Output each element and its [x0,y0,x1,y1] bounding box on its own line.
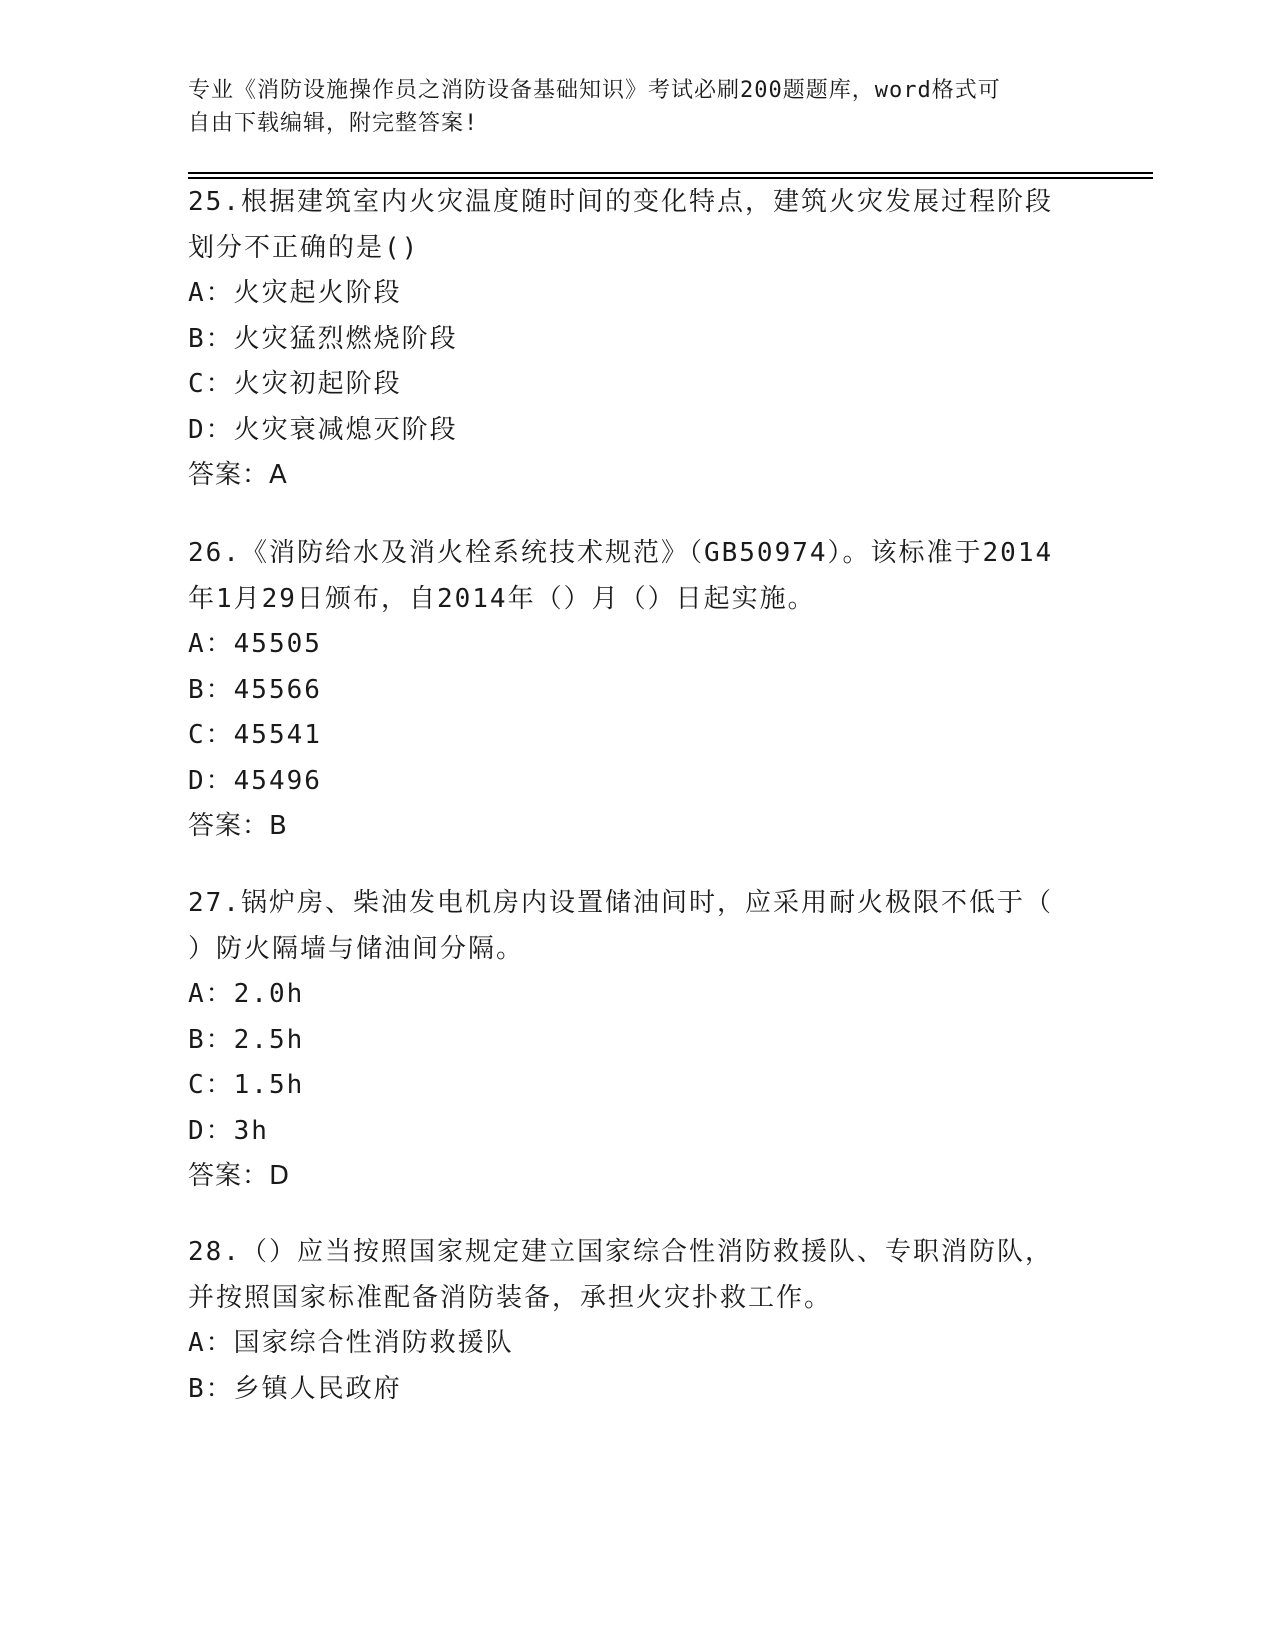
option-c: C：45541 [188,720,322,750]
option-b: B：45566 [188,674,322,705]
document-header [188,74,1058,140]
question-26 [188,531,1068,850]
question-stem-line-2: 年1月29日颁布，自2014年（）月（）日起实施。 [188,583,816,614]
option-b: B：乡镇人民政府 [188,1373,402,1404]
question-27 [188,881,1068,1200]
option-b: B：火灾猛烈燃烧阶段 [188,323,458,354]
header-rule-bottom [188,177,1153,179]
option-c: C：火灾初起阶段 [188,369,402,399]
header-line-2: 自由下载编辑，附完整答案! [188,111,479,136]
option-d: D：45496 [188,765,322,796]
question-stem-line-1: 27.锅炉房、柴油发电机房内设置储油间时，应采用耐火极限不低于（ [188,888,1053,918]
header-line-1: 专业《消防设施操作员之消防设备基础知识》考试必刷200题题库，word格式可 [188,78,1001,103]
answer: 答案：A [188,460,288,490]
question-stem-line-1: 26.《消防给水及消火栓系统技术规范》（GB50974）。该标准于2014 [188,538,1054,568]
option-a: A：45505 [188,629,322,659]
header-rule-top [188,172,1153,174]
option-d: D：火灾衰减熄灭阶段 [188,414,458,445]
question-stem-line-2: ）防火隔墙与储油间分隔。 [188,933,525,964]
option-a: A：火灾起火阶段 [188,278,402,308]
question-25 [188,180,1068,499]
answer: 答案：B [188,811,288,841]
question-stem-line-1: 28.（）应当按照国家规定建立国家综合性消防救援队、专职消防队， [188,1237,1053,1267]
question-stem-line-1: 25.根据建筑室内火灾温度随时间的变化特点，建筑火灾发展过程阶段 [188,187,1053,217]
question-28 [188,1230,1068,1412]
option-a: A：2.0h [188,979,305,1009]
answer: 答案：D [188,1161,291,1191]
option-a: A：国家综合性消防救援队 [188,1328,514,1358]
question-stem-line-2: 划分不正确的是() [188,232,420,263]
option-d: D：3h [188,1115,269,1146]
option-b: B：2.5h [188,1024,305,1055]
question-stem-line-2: 并按照国家标准配备消防装备，承担火灾扑救工作。 [188,1282,833,1313]
option-c: C：1.5h [188,1070,305,1100]
